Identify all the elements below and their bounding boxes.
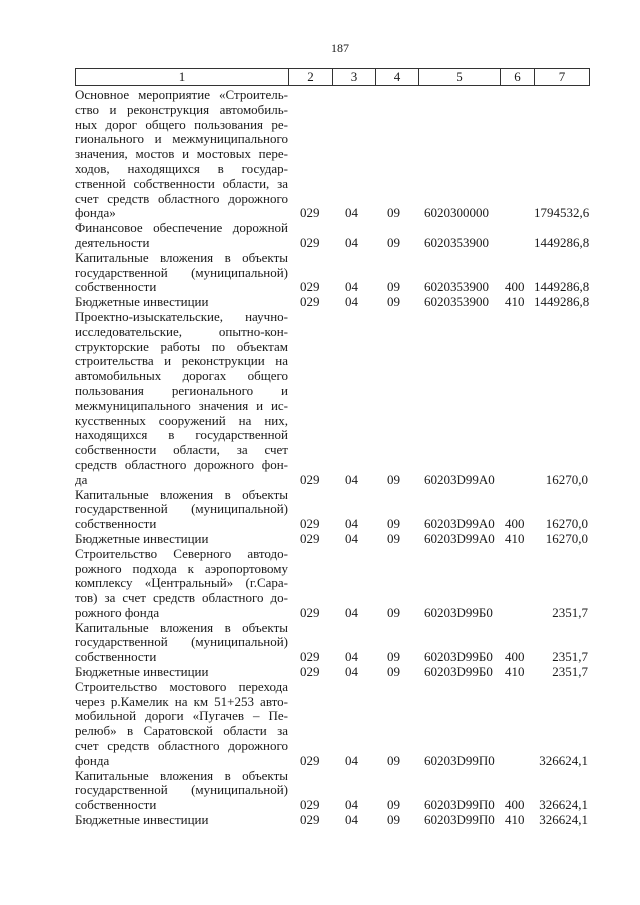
description-line: счет средств областного дорожного: [75, 190, 288, 206]
cell-c7: 1449286,8: [534, 294, 590, 310]
cell-c4: 09: [387, 812, 400, 828]
cell-c3: 04: [345, 530, 358, 546]
cell-c6: 410: [505, 294, 525, 310]
cell-c5: 60203D99Б0: [424, 664, 493, 680]
header-col-3: 3: [333, 69, 376, 85]
table-row: [75, 251, 590, 295]
description-line: Бюджетные инвестиции: [75, 664, 209, 680]
cell-c5: 60203D99А0: [424, 516, 495, 532]
cell-c3: 04: [345, 205, 358, 221]
description-line: строительства и реконструкции на: [75, 353, 288, 369]
cell-c5: 60203D99Б0: [424, 604, 493, 620]
cell-c6: 410: [505, 812, 525, 828]
description-line: собственности: [75, 649, 157, 665]
header-col-4: 4: [376, 69, 419, 85]
cell-c7: 326624,1: [539, 812, 588, 828]
header-col-7: 7: [558, 69, 566, 84]
cell-c6: [500, 206, 534, 221]
cell-c2: 029: [300, 530, 320, 546]
cell-c2: 029: [300, 234, 320, 250]
header-col-6: 6: [501, 69, 535, 85]
cell-c4: 09: [387, 234, 400, 250]
description-line: счет средств областного дорожного: [75, 738, 288, 754]
cell-c7: 16270,0: [545, 471, 588, 487]
cell-c5: 60203D99П0: [424, 812, 495, 828]
description-line: фонда: [75, 752, 110, 768]
cell-c3: 04: [345, 797, 358, 813]
row-description: [75, 769, 288, 813]
table-row: [75, 813, 590, 828]
cell-c2: 029: [300, 752, 320, 768]
description-line: деятельности: [75, 234, 150, 250]
description-line: Основное мероприятие «Строитель-: [75, 87, 288, 102]
description-line: мобильной дороги «Пугачев – Пе-: [75, 708, 288, 724]
cell-c4: 09: [387, 516, 400, 532]
description-line: Бюджетные инвестиции: [75, 294, 209, 310]
cell-c2: 029: [300, 471, 320, 487]
cell-c7: 1449286,8: [534, 234, 590, 250]
description-line: Строительство мостового перехода: [75, 678, 288, 694]
cell-c2: 029: [300, 604, 320, 620]
cell-c6: [500, 236, 534, 251]
cell-c7: 2351,7: [552, 604, 588, 620]
cell-c2: 029: [300, 205, 320, 221]
description-line: государственной (муниципальной): [75, 264, 288, 280]
table-row: [75, 310, 590, 488]
description-line: структорские работы по объектам: [75, 338, 288, 354]
description-line: Бюджетные инвестиции: [75, 812, 209, 828]
cell-c5: 6020300000: [424, 205, 489, 221]
header-col-5: 5: [419, 69, 501, 85]
cell-c6: 400: [505, 797, 525, 813]
description-line: Капитальные вложения в объекты: [75, 486, 288, 502]
description-line: ных дорог общего пользования ре-: [75, 116, 288, 132]
cell-c6: [500, 606, 534, 621]
description-line: через р.Камелик на км 51+253 авто-: [75, 693, 288, 709]
description-line: Капитальные вложения в объекты: [75, 619, 288, 635]
cell-c6: [500, 754, 534, 769]
table-row: [75, 769, 590, 813]
cell-c7: 326624,1: [539, 797, 588, 813]
description-line: средств областного дорожного фон-: [75, 456, 288, 472]
row-description: [75, 295, 288, 310]
cell-c2: 029: [300, 294, 320, 310]
cell-c4: 09: [387, 294, 400, 310]
header-col-1: 1: [76, 69, 289, 85]
cell-c3: 04: [345, 812, 358, 828]
table-row: [75, 488, 590, 532]
description-line: пользования регионального и: [75, 382, 288, 398]
cell-c4: 09: [387, 279, 400, 295]
cell-c5: 6020353900: [424, 279, 489, 295]
description-line: фонда»: [75, 205, 116, 221]
table-row: [75, 88, 590, 221]
description-line: Капитальные вложения в объекты: [75, 767, 288, 783]
description-line: Проектно-изыскательские, научно-: [75, 308, 288, 324]
table-row: [75, 680, 590, 769]
header-col-2: 2: [289, 69, 333, 85]
description-line: рожного фонда: [75, 604, 160, 620]
description-line: значения, мостов и мостовых пере-: [75, 146, 288, 162]
description-line: Строительство Северного автодо-: [75, 545, 288, 561]
cell-c5: 60203D99А0: [424, 530, 495, 546]
description-line: собственности области, за счет: [75, 442, 288, 458]
row-description: [75, 221, 288, 251]
cell-c7: 2351,7: [552, 649, 588, 665]
table-row: [75, 532, 590, 547]
cell-c6: 410: [505, 664, 525, 680]
row-description: [75, 813, 288, 828]
cell-c3: 04: [345, 752, 358, 768]
description-line: государственной (муниципальной): [75, 501, 288, 517]
cell-c2: 029: [300, 797, 320, 813]
cell-c5: 60203D99П0: [424, 797, 495, 813]
cell-c4: 09: [387, 649, 400, 665]
description-line: гионального и межмуниципального: [75, 131, 288, 147]
cell-c7: 16270,0: [545, 516, 588, 532]
row-description: [75, 488, 288, 532]
cell-c4: 09: [387, 205, 400, 221]
row-description: [75, 532, 288, 547]
cell-c3: 04: [345, 279, 358, 295]
description-line: государственной (муниципальной): [75, 634, 288, 650]
description-line: Финансовое обеспечение дорожной: [75, 220, 288, 236]
table-row: [75, 547, 590, 621]
cell-c6: 410: [505, 530, 525, 546]
description-line: Капитальные вложения в объекты: [75, 249, 288, 265]
table-header: [75, 68, 590, 86]
cell-c2: 029: [300, 664, 320, 680]
description-line: ственной собственности области, за: [75, 175, 288, 191]
cell-c4: 09: [387, 604, 400, 620]
cell-c5: 60203D99П0: [424, 752, 495, 768]
cell-c3: 04: [345, 649, 358, 665]
cell-c3: 04: [345, 664, 358, 680]
cell-c4: 09: [387, 471, 400, 487]
cell-c6: 400: [505, 279, 525, 295]
description-line: да: [75, 471, 88, 487]
cell-c2: 029: [300, 649, 320, 665]
cell-c2: 029: [300, 812, 320, 828]
row-description: [75, 251, 288, 295]
cell-c7: 2351,7: [552, 664, 588, 680]
table-row: [75, 221, 590, 251]
row-description: [75, 680, 288, 769]
cell-c7: 326624,1: [539, 752, 588, 768]
description-line: релюб» в Саратовской области за: [75, 723, 288, 739]
cell-c7: 1794532,6: [534, 205, 590, 221]
description-line: рожного подхода к аэропортовому: [75, 560, 288, 576]
description-line: собственности: [75, 279, 157, 295]
row-description: [75, 665, 288, 680]
cell-c6: [500, 473, 534, 488]
description-line: государственной (муниципальной): [75, 782, 288, 798]
description-line: ство и реконструкция автомобиль-: [75, 101, 288, 117]
cell-c5: 60203D99А0: [424, 471, 495, 487]
cell-c2: 029: [300, 516, 320, 532]
description-line: комплексу «Центральный» (г.Сара-: [75, 575, 288, 591]
cell-c3: 04: [345, 516, 358, 532]
table-row: [75, 621, 590, 665]
description-line: автомобильных дорогах общего: [75, 368, 288, 384]
cell-c5: 6020353900: [424, 234, 489, 250]
table-row: [75, 665, 590, 680]
description-line: тов) за счет средств областного до-: [75, 590, 288, 606]
cell-c7: 1449286,8: [534, 279, 590, 295]
row-description: [75, 88, 288, 221]
description-line: межмуниципального значения и ис-: [75, 397, 288, 413]
cell-c6: 400: [505, 649, 525, 665]
description-line: собственности: [75, 797, 157, 813]
cell-c2: 029: [300, 279, 320, 295]
row-description: [75, 310, 288, 488]
cell-c4: 09: [387, 664, 400, 680]
cell-c4: 09: [387, 797, 400, 813]
table-body: [75, 88, 590, 828]
description-line: ходов, находящихся в государ-: [75, 160, 288, 176]
cell-c3: 04: [345, 604, 358, 620]
description-line: находящихся в государственной: [75, 427, 288, 443]
cell-c4: 09: [387, 530, 400, 546]
row-description: [75, 621, 288, 665]
cell-c3: 04: [345, 294, 358, 310]
cell-c7: 16270,0: [545, 530, 588, 546]
description-line: кусственных сооружений на них,: [75, 412, 288, 428]
cell-c5: 60203D99Б0: [424, 649, 493, 665]
description-line: исследовательские, опытно-кон-: [75, 323, 288, 339]
cell-c6: 400: [505, 516, 525, 532]
cell-c3: 04: [345, 471, 358, 487]
table-row: [75, 295, 590, 310]
description-line: Бюджетные инвестиции: [75, 530, 209, 546]
cell-c4: 09: [387, 752, 400, 768]
description-line: собственности: [75, 516, 157, 532]
page-number: 187: [331, 41, 349, 55]
cell-c3: 04: [345, 234, 358, 250]
row-description: [75, 547, 288, 621]
cell-c5: 6020353900: [424, 294, 489, 310]
